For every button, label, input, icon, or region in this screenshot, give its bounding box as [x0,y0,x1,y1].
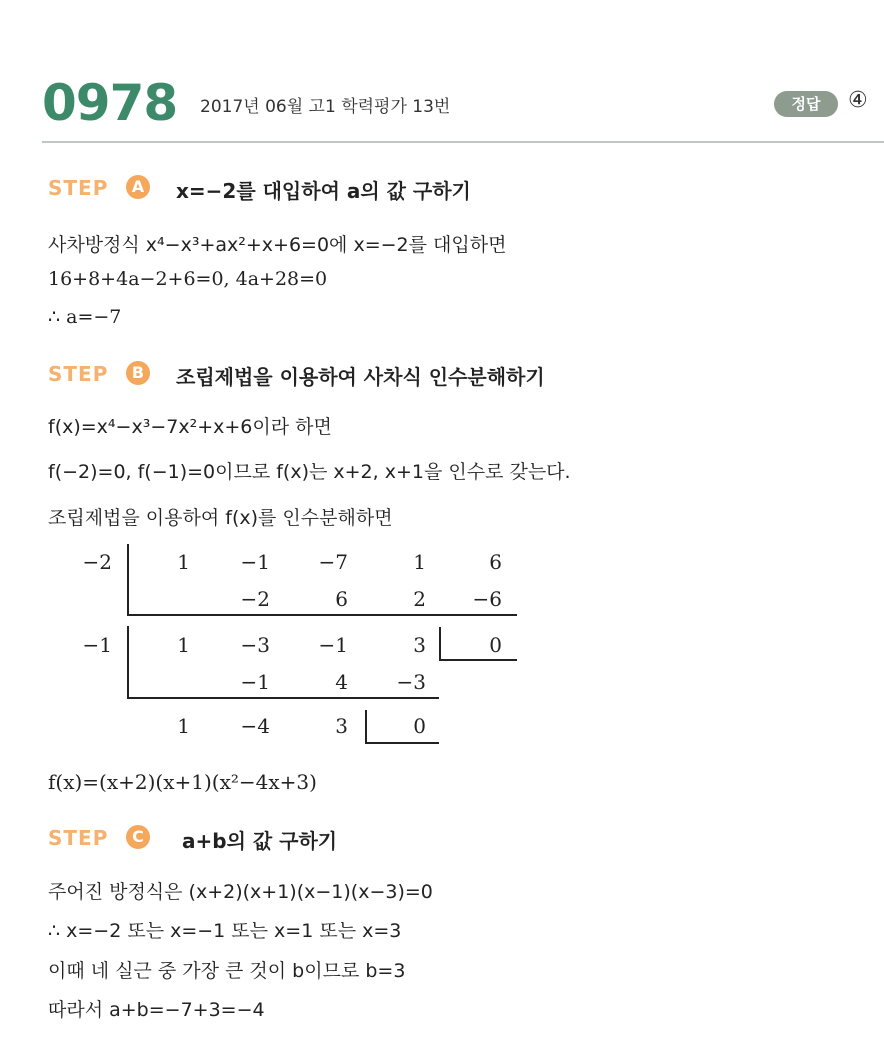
step-a-label: STEP [48,176,109,200]
product-cell: 4 [335,670,348,694]
remainder-line-1 [439,659,517,661]
remainder-bar-1 [439,627,441,660]
step-a-line-1: 사차방정식 x⁴−x³+ax²+x+6=0에 x=−2를 대입하면 [48,234,507,256]
step-c-label: STEP [48,826,109,850]
step-c-icon: C [126,825,150,849]
coef-cell: 1 [177,550,190,574]
step-b-line-2: f(−2)=0, f(−1)=0이므로 f(x)는 x+2, x+1을 인수로 갖는다. [48,461,571,483]
divisor-2: −1 [82,633,112,657]
divisor-1: −2 [82,550,112,574]
division-line-1 [127,614,517,616]
quotient-cell: −3 [240,633,270,657]
coef-cell: −1 [240,550,270,574]
quotient-cell: −4 [240,714,270,738]
product-cell: 2 [413,587,426,611]
step-b-title: 조립제법을 이용하여 사차식 인수분해하기 [176,365,545,389]
quotient-cell: 1 [177,633,190,657]
quotient-cell: −1 [318,633,348,657]
quotient-cell: 3 [413,633,426,657]
product-cell: −6 [472,587,502,611]
step-c-line-2: ∴ x=−2 또는 x=−1 또는 x=1 또는 x=3 [48,920,402,942]
product-cell: −1 [240,670,270,694]
step-a-icon: A [126,175,150,199]
quotient-cell: 1 [177,714,190,738]
coef-cell: −7 [318,550,348,574]
product-cell: −3 [396,670,426,694]
step-a-line-2: 16+8+4a−2+6=0, 4a+28=0 [48,268,328,290]
answer-value: ④ [848,88,868,113]
step-c-line-1: 주어진 방정식은 (x+2)(x+1)(x−1)(x−3)=0 [48,881,433,903]
answer-badge: 정답 [774,91,838,117]
remainder-cell: 0 [413,714,426,738]
step-a-title: x=−2를 대입하여 a의 값 구하기 [176,179,471,203]
problem-number: 0978 [42,74,178,132]
division-line-2 [127,697,439,699]
step-b-label: STEP [48,362,109,386]
step-c-line-4: 따라서 a+b=−7+3=−4 [48,999,265,1021]
product-cell: −2 [240,587,270,611]
factorized-result: f(x)=(x+2)(x+1)(x²−4x+3) [48,770,317,794]
step-b-line-3: 조립제법을 이용하여 f(x)를 인수분해하면 [48,507,393,529]
problem-source: 2017년 06월 고1 학력평가 13번 [200,97,451,117]
step-a-line-3: ∴ a=−7 [48,306,122,328]
step-b-line-1: f(x)=x⁴−x³−7x²+x+6이라 하면 [48,416,332,438]
division-bar-1 [127,544,129,614]
remainder-bar-2 [365,710,367,743]
step-b-icon: B [126,361,150,385]
step-c-line-3: 이때 네 실근 중 가장 큰 것이 b이므로 b=3 [48,960,406,982]
product-cell: 6 [335,587,348,611]
coef-cell: 1 [413,550,426,574]
division-bar-2 [127,626,129,698]
coef-cell: 6 [489,550,502,574]
header-divider [42,141,884,143]
remainder-line-2 [365,742,439,744]
quotient-cell: 3 [335,714,348,738]
step-c-title: a+b의 값 구하기 [182,829,338,853]
remainder-cell: 0 [489,633,502,657]
